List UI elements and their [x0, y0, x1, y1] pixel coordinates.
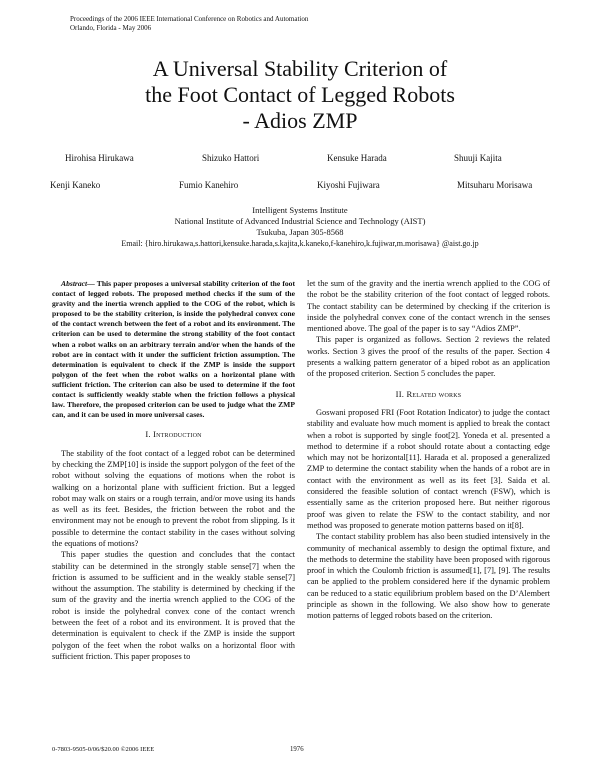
conference-line-1: Proceedings of the 2006 IEEE International Conference on Robotics and Automation — [70, 15, 309, 23]
right-column — [307, 278, 550, 622]
title-line-1: A Universal Stability Criterion of — [152, 56, 448, 81]
author-name: Shizuko Hattori — [202, 153, 260, 163]
author-name: Kenji Kaneko — [50, 180, 101, 190]
organization: National Institute of Advanced Industrial Science and Technology (AIST) — [174, 216, 426, 226]
abstract — [52, 279, 295, 420]
left-column — [52, 279, 295, 662]
institute: Intelligent Systems Institute — [252, 205, 348, 215]
conference-line-2: Orlando, Florida - May 2006 — [70, 24, 152, 32]
author-name: Kiyoshi Fujiwara — [317, 180, 380, 190]
page-number: 1976 — [290, 746, 304, 753]
paragraph: This paper studies the question and concludes that the contact stability can be determined in the strongly stable sense[7] when the friction is assumed to be sufficient and in the weakly stable sense[7] without the assumption. The stability is determined by checking if the sum of the gravity and the inertia wrench applied to the COG of the robot is inside the polyhedral convex cone of the contact wrench between the feet of a robot and its environment. It is proved that the determination is equivalent to check if the ZMP is inside the support polygon of the feet when the robot walks on a horizontal floor with sufficient friction. This paper proposes to — [52, 550, 295, 661]
conference-info — [70, 15, 308, 33]
abstract-text: — This paper proposes a universal stability criterion of the foot contact of legged robots. The proposed method checks if the sum of the gravity and the inertia wrench applied to the COG of the robot, which is proposed to be the stability criterion, is inside the polyhedral convex cone of the contact wrench between the feet of a robot and its environment. The criterion can be used to determine the strong stability of the foot contact when a robot walks on an arbitrary terrain and/or when the hands of the robot are in contact with it under the sufficient friction assumption. The determination is equivalent to check if the ZMP is inside the support polygon of the feet when the robot walks on a horizontal plane with sufficient friction. The criterion can also be used to determine if the foot contact is sufficiently weakly stable when the friction follows a physical law. Therefore, the proposed criterion can be used to judge what the ZMP can, and it can be used in more universal cases. — [52, 279, 295, 420]
paragraph: The contact stability problem has also been studied intensively in the community of mechanical assembly to design the optimal fixture, and the methods to determine the stability have been proposed with rigorous proof in which the Coulomb friction is assumed[1], [7], [9]. The results can be applied to the problem considered here if the dynamic problem can be reduced to a static equilibrium problem based on the D’Alembert principle as shown in the following. We also show how to generate motion patterns of legged robots based on the criterion. — [307, 532, 550, 621]
affiliation-block — [0, 205, 600, 249]
section-heading-introduction: I. Introduction — [145, 429, 202, 440]
section-heading-related-works: II. Related works — [395, 388, 462, 399]
author-name: Kensuke Harada — [327, 153, 387, 163]
abstract-label: Abstract — [61, 279, 88, 288]
title-line-3: - Adios ZMP — [242, 108, 358, 133]
paragraph: Goswani proposed FRI (Foot Rotation Indicator) to judge the contact stability and evaluate how much moment is applied to break the contact when a robot is supported by single foot[2]. Yoneda et al. presented a method to determine if a robot should rotate about a contacting edge which may not be horizontal[11]. Harada et al. proposed a generalized ZMP to determine the contact stability when the hands of a robot are in contact with the environment as well as its feet [3]. Saida et al. considered the feasible solution of contact wrench (FSW), which is essentially same as the criterion proposed here. But neither rigorous proof was given to relate the FSW to the contact stability, and nor method was proposed to generate motion patterns based on it[8]. — [307, 407, 550, 530]
paper-title — [0, 56, 600, 134]
paragraph: This paper is organized as follows. Section 2 reviews the related works. Section 3 gives the proof of the results of the paper. Section 4 presents a walking pattern generator of a biped robot as an application of the proposed criterion. Section 5 concludes the paper. — [307, 335, 550, 379]
author-name: Mitsuharu Morisawa — [457, 180, 533, 190]
author-name: Hirohisa Hirukawa — [65, 153, 134, 163]
paragraph: The stability of the foot contact of a legged robot can be determined by checking the ZMP[10] is inside the support polygon of the feet of the robot without solving the equations of motions when the robot is walking on a horizontal plane with sufficient friction. But a legged robot may walk on stairs or a rough terrain, and/or move using its hands as well as its feet. Besides, the friction between the robot and the environment may not be enough to prevent the robot from slipping. Is it possible to determine the contact stability in the cases without solving the equations of motions? — [52, 448, 295, 548]
address: Tsukuba, Japan 305-8568 — [256, 227, 344, 237]
footer-isbn: 0-7803-9505-0/06/$20.00 ©2006 IEEE — [52, 746, 155, 753]
title-line-2: the Foot Contact of Legged Robots — [145, 82, 455, 107]
paragraph: let the sum of the gravity and the inertia wrench applied to the COG of the robot be the stability criterion of the foot contact of legged robots. The contact stability can be determined by checking if the criterion is inside the polyhedral convex cone of the contact wrench in the senses mentioned above. The goal of the paper is to say “Adios ZMP”. — [307, 279, 550, 334]
email: Email: {hiro.hirukawa,s.hattori,kensuke.harada,s.kajita,k.kaneko,f-kanehiro,k.fujiwar,m.morisawa} @aist.go.jp — [121, 239, 479, 248]
author-name: Fumio Kanehiro — [179, 180, 239, 190]
author-name: Shuuji Kajita — [454, 153, 502, 163]
